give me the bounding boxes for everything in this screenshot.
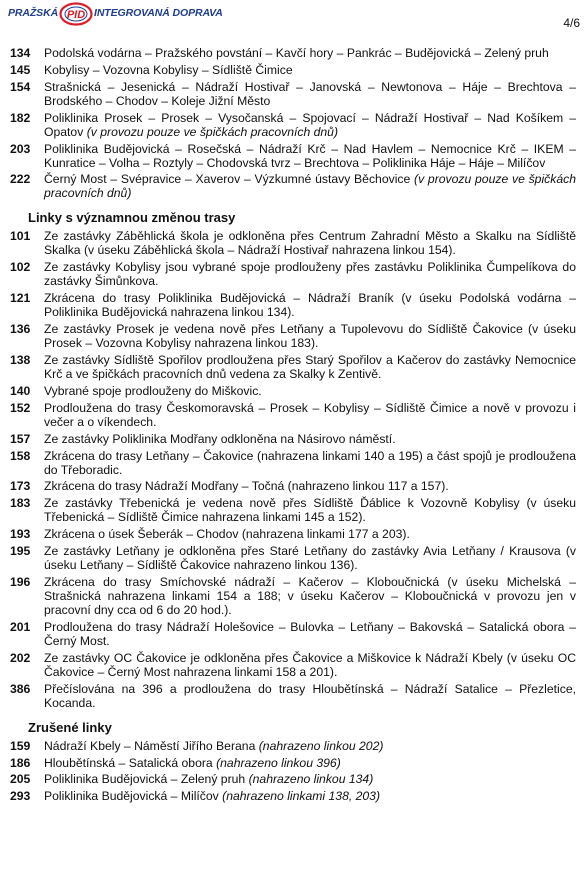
line-route-text: Hloubětínská – Satalická obora <box>44 755 213 770</box>
line-route-text: Ze zastávky OC Čakovice je odkloněna přes Čakovice a Miškovice k Nádraží Kbely (v úseku OC Čakovice – Černý Most nahrazena linkami 158 a 201). <box>44 650 576 679</box>
changed-route-row <box>10 496 576 524</box>
line-description <box>44 172 576 200</box>
line-route-text: Ze zastávky Kobylisy jsou vybrané spoje prodlouženy přes zastávku Poliklinika Čumpelíkova do zastávky Šimůnkova. <box>44 260 576 289</box>
cancelled-routes-heading: Zrušené linky <box>28 719 112 735</box>
changed-route-row <box>10 384 576 398</box>
line-number: 173 <box>10 479 31 494</box>
pid-logo-icon <box>59 2 93 26</box>
line-number: 183 <box>10 496 31 511</box>
line-description <box>44 772 576 786</box>
line-route-text: Ze zastávky Třebenická je vedena nově přes Sídliště Ďáblice k Vozovně Kobylisy (v úseku Třebenická – Sídliště Čimice nahrazena linkami 145 a 152). <box>44 496 576 525</box>
line-route-text: Ze zastávky Prosek je vedena nově přes Letňany a Tupolevovu do Sídliště Čakovice (v úseku Prosek – Vozovna Kobylisy nahrazena linkou 183). <box>44 322 576 351</box>
changed-route-row <box>10 544 576 572</box>
changed-route-row <box>10 229 576 257</box>
changed-routes-heading: Linky s významnou změnou trasy <box>28 210 236 226</box>
line-number: 386 <box>10 681 31 696</box>
line-description <box>44 449 576 477</box>
line-number: 182 <box>10 110 31 125</box>
page-header <box>8 2 580 30</box>
line-number: 121 <box>10 291 31 306</box>
line-description <box>44 575 576 617</box>
line-route-text: Poliklinika Budějovická – Zelený pruh <box>44 772 246 787</box>
pid-logo-text: PID <box>66 9 86 21</box>
line-number: 157 <box>10 431 31 446</box>
line-description <box>44 111 576 139</box>
line-description <box>44 260 576 288</box>
line-description <box>44 479 576 493</box>
line-route-text: Prodloužena do trasy Českomoravská – Prosek – Kobylisy – Sídliště Čimice a nově v provozu i večer a o víkendech. <box>44 400 576 429</box>
line-number: 152 <box>10 400 31 415</box>
changed-route-row <box>10 291 576 319</box>
line-description <box>44 739 576 753</box>
changed-route-row <box>10 620 576 648</box>
line-description <box>44 401 576 429</box>
cancelled-route-row <box>10 756 576 770</box>
line-description <box>44 527 576 541</box>
line-description <box>44 496 576 524</box>
line-number: 222 <box>10 172 31 187</box>
line-number: 186 <box>10 755 31 770</box>
line-number: 205 <box>10 772 31 787</box>
line-route-text: Zkrácena o úsek Šeberák – Chodov (nahrazena linkami 177 a 203). <box>44 527 410 542</box>
line-route-text: Zkrácena do trasy Smíchovské nádraží – Kačerov – Kloboučnická (v úseku Michelská – Strašnická nahrazena linkami 154 a 188; v úseku Kačerov – Kloboučnická v provozu jen v pracovní dny cca od 6 do 20 hod.). <box>44 575 576 618</box>
changed-route-row <box>10 322 576 350</box>
line-number: 101 <box>10 229 31 244</box>
line-description <box>44 544 576 572</box>
new-route-row <box>10 46 576 60</box>
line-route-text: Ze zastávky Letňany je odkloněna přes Staré Letňany do zastávky Avia Letňany / Krausova (v úseku Letňany – Sídliště Čakovice nahrazeno linkou 136). <box>44 544 576 573</box>
changed-route-row <box>10 682 576 710</box>
brand-left-text: PRAŽSKÁ <box>8 7 59 19</box>
line-route-text: Prodloužena do trasy Nádraží Holešovice – Bulovka – Letňany – Bakovská – Satalická obora – Černý Most. <box>44 619 576 648</box>
line-number: 140 <box>10 383 31 398</box>
line-route-text: Poliklinika Prosek – Prosek – Vysočanská – Spojovací – Nádraží Hostivař – Nad Košíkem – Opatov <box>44 110 576 139</box>
line-description <box>44 63 576 77</box>
line-route-text: Zkrácena do trasy Nádraží Modřany – Točná (nahrazeno linkou 117 a 157). <box>44 479 449 494</box>
line-description <box>44 142 576 170</box>
line-route-text: Strašnická – Jesenická – Nádraží Hostivař – Janovská – Newtonova – Háje – Brechtova – Brodského – Chodov – Koleje Jižní Město <box>44 79 576 108</box>
line-number: 193 <box>10 527 31 542</box>
line-note: (nahrazeno linkou 396) <box>216 755 341 770</box>
changed-route-row <box>10 353 576 381</box>
line-description <box>44 620 576 648</box>
line-note: (nahrazeno linkami 138, 203) <box>222 789 381 804</box>
changed-route-row <box>10 479 576 493</box>
line-description <box>44 291 576 319</box>
cancelled-route-row <box>10 739 576 753</box>
cancelled-route-row <box>10 772 576 786</box>
line-number: 154 <box>10 79 31 94</box>
line-number: 195 <box>10 544 31 559</box>
line-description <box>44 322 576 350</box>
line-note: (nahrazeno linkou 134) <box>248 772 374 787</box>
line-number: 159 <box>10 738 31 753</box>
line-route-text: Ze zastávky Záběhlická škola je odkloněna přes Centrum Zahradní Město a Skalku na Sídliště Skalka (v úseku Záběhlická škola – Nádraží Hostivař nahrazena linkou 154). <box>44 229 576 258</box>
line-description <box>44 353 576 381</box>
line-note: (v provozu pouze ve špičkách pracovních dnů) <box>44 172 577 201</box>
new-route-row <box>10 172 576 200</box>
line-number: 138 <box>10 353 31 368</box>
line-route-text: Podolská vodárna – Pražského povstání – Kavčí hory – Pankrác – Budějovická – Zelený pruh <box>44 46 549 60</box>
line-route-text: Ze zastávky Sídliště Spořilov prodloužena přes Starý Spořilov a Kačerov do zastávky Nemocnice Krč a ve špičkách pracovních dnů vedena za Skalky k Zentivě. <box>44 353 576 382</box>
line-route-text: Vybrané spoje prodlouženy do Miškovic. <box>44 383 262 398</box>
line-route-text: Zkrácena do trasy Poliklinika Budějovická – Nádraží Braník (v úseku Podolská vodárna – Poliklinika Budějovická nahrazena linkou 134). <box>44 291 576 320</box>
changed-route-row <box>10 432 576 446</box>
line-number: 145 <box>10 62 31 77</box>
line-route-text: Přečíslována na 396 a prodloužena do trasy Hloubětínská – Nádraží Satalice – Přezletice, Kocanda. <box>44 681 576 710</box>
brand-right-text: INTEGROVANÁ DOPRAVA <box>94 7 223 19</box>
changed-routes-list <box>10 229 576 709</box>
line-route-text: Černý Most – Svépravice – Xaverov – Výzkumné ústavy Běchovice <box>44 172 411 187</box>
page-number: 4/6 <box>563 16 580 30</box>
line-description <box>44 46 576 60</box>
line-number: 158 <box>10 448 31 463</box>
line-description <box>44 432 576 446</box>
line-route-text: Poliklinika Budějovická – Milíčov <box>44 789 219 804</box>
new-route-row <box>10 80 576 108</box>
line-route-text: Zkrácena do trasy Letňany – Čakovice (nahrazena linkami 140 a 195) a část spojů je prodloužena do Třeboradic. <box>44 448 576 477</box>
line-route-text: Poliklinika Budějovická – Rosečská – Nádraží Krč – Nad Havlem – Nemocnice Krč – IKEM – Kunratice – Volha – Roztyly – Chodovská tvrz – Brechtova – Poliklinika Háje – Háje – Milíčov <box>44 141 576 170</box>
new-route-row <box>10 63 576 77</box>
line-number: 203 <box>10 141 31 156</box>
line-route-text: Ze zastávky Poliklinika Modřany odkloněna na Násirovo náměstí. <box>44 431 396 446</box>
changed-route-row <box>10 449 576 477</box>
line-description <box>44 80 576 108</box>
line-description <box>44 384 576 398</box>
line-number: 293 <box>10 789 31 804</box>
line-description <box>44 651 576 679</box>
new-route-row <box>10 111 576 139</box>
line-description <box>44 789 576 803</box>
line-note: (v provozu pouze ve špičkách pracovních dnů) <box>86 124 339 139</box>
line-description <box>44 229 576 257</box>
line-number: 134 <box>10 46 31 60</box>
changed-route-row <box>10 260 576 288</box>
changed-route-row <box>10 651 576 679</box>
new-routes-list <box>10 46 576 200</box>
changed-route-row <box>10 401 576 429</box>
cancelled-route-row <box>10 789 576 803</box>
line-description <box>44 682 576 710</box>
pid-logo <box>8 2 248 26</box>
changed-route-row <box>10 575 576 617</box>
line-route-text: Nádraží Kbely – Náměstí Jiřího Berana <box>44 738 256 753</box>
changed-route-row <box>10 527 576 541</box>
line-number: 196 <box>10 575 31 590</box>
line-number: 102 <box>10 260 31 275</box>
line-number: 136 <box>10 322 31 337</box>
line-number: 201 <box>10 619 31 634</box>
line-route-text: Kobylisy – Vozovna Kobylisy – Sídliště Čimice <box>44 62 293 77</box>
document-body <box>10 46 576 806</box>
cancelled-routes-list <box>10 739 576 804</box>
line-description <box>44 756 576 770</box>
line-number: 202 <box>10 650 31 665</box>
new-route-row <box>10 142 576 170</box>
line-note: (nahrazeno linkou 202) <box>258 738 384 753</box>
